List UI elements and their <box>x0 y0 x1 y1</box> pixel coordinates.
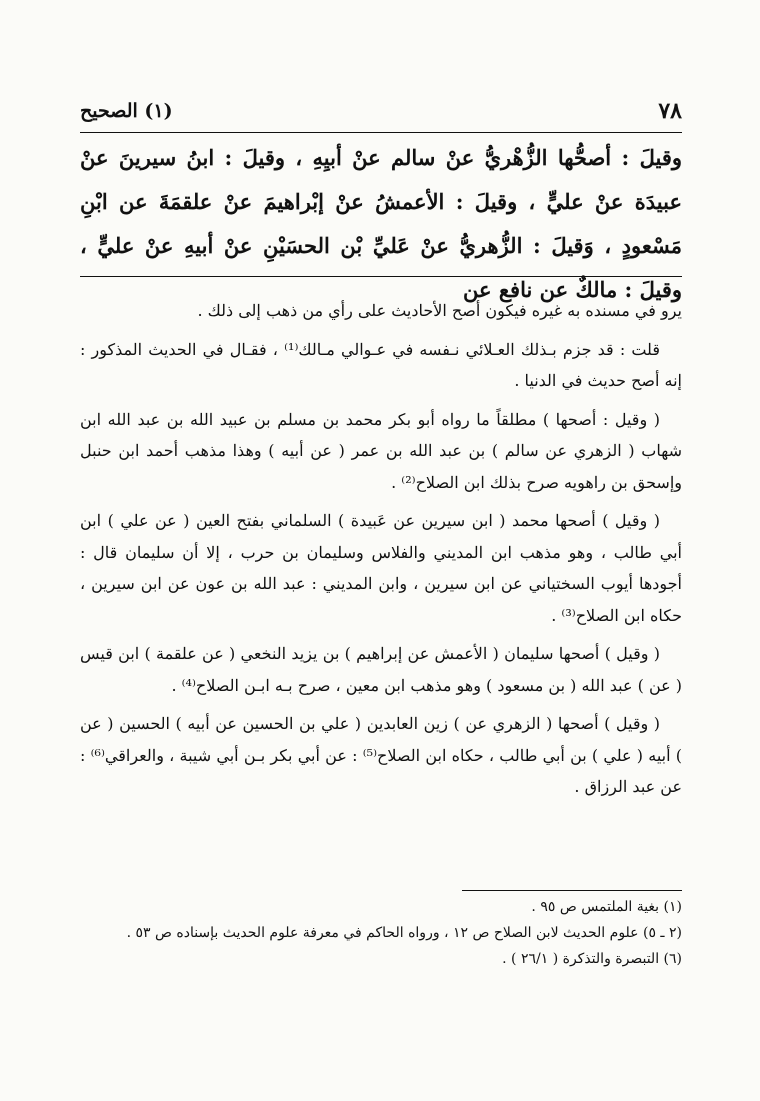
commentary <box>80 295 682 810</box>
footnote: (١) بغية الملتمس ص ٩٥ . <box>531 899 682 915</box>
footnotes <box>80 894 682 972</box>
commentary-paragraph: ( وقيل : أصحها ) مطلقاً ما رواه أبو بكر محمد بن مسلم بن عبيد الله بن عبد الله ابن شهاب ( الزهري عن سالم ) بن عبد الله بن عمر ( عن أبيه ) وهذا مذهب أحمد ابن حنبل وإسحق بن راهويه صرح بذلك ابن الصلاح⁽²⁾ . <box>80 409 682 492</box>
footnote: (٢ ـ ٥) علوم الحديث لابن الصلاح ص ١٢ ، ورواه الحاكم في معرفة علوم الحديث بإسناده ص ٥٣ . <box>126 925 682 941</box>
footnote-separator <box>462 890 682 891</box>
matn-separator <box>80 276 682 277</box>
commentary-paragraph: ( وقيل ) أصحها ( الزهري عن ) زين العابدين ( علي بن الحسين عن أبيه ) الحسين ( عن ) أبيه ( علي ) بن أبي طالب ، حكاه ابن الصلاح⁽⁵⁾ : عن أبي بكر بـن أبي شيبة ، والعراقي⁽⁶⁾ : عن عبد الرزاق . <box>80 714 683 796</box>
page-number: ٧٨ <box>658 98 682 124</box>
footnote: (٦) التبصرة والتذكرة ( ٢٦/١ ) . <box>502 951 682 967</box>
page-header <box>80 92 682 133</box>
matn-text: وقيلَ : أصحُّها الزُّهْريُّ عنْ سالم عنْ أبيِهِ ، وقيلَ : ابنُ سيرينَ عنْ عبيدَة عنْ عليٍّ ، وقيلَ : الأعمشُ عنْ إبْراهيمَ عنْ علقمَةَ عن ابْنِ مَسْعودٍ ، وَقيلَ : الزُّهريُّ عنْ عَليِّ بْن الحسَيْنِ عنْ أبيهِ عنْ عليٍّ ، وقيلَ : مالكٌ عن نافع عن <box>80 145 682 302</box>
commentary-paragraph: ( وقيل ) أصحها سليمان ( الأعمش عن إبراهيم ) بن يزيد النخعي ( عن علقمة ) ابن قيس ( عن ) عبد الله ( بن مسعود ) وهو مذهب ابن معين ، صرح بـه ابـن الصلاح⁽⁴⁾ . <box>80 644 682 695</box>
commentary-paragraph: يرو في مسنده به غيره فيكون أصح الأحاديث على رأي من ذهب إلى ذلك . <box>197 301 682 320</box>
running-title: (١) الصحيح <box>80 100 173 122</box>
commentary-paragraph: قلت : قد جزم بـذلك العـلائي نـفسه في عـوالي مـالك⁽¹⁾ ، فقـال في الحديث المذكور : إنه أصح حديث في الدنيا . <box>80 339 682 390</box>
commentary-paragraph: ( وقيل ) أصحها محمد ( ابن سيرين عن عَبيدة ) السلماني بفتح العين ( عن علي ) ابن أبي طالب ، وهو مذهب ابن المديني والفلاس وسليمان بن حرب ، إلا أن سليمان قال : أجودها أيوب السختياني عن ابن سيرين ، وابن المديني : عبد الله بن عون عن ابن سيرين ، حكاه ابن الصلاح⁽³⁾ . <box>80 511 682 625</box>
